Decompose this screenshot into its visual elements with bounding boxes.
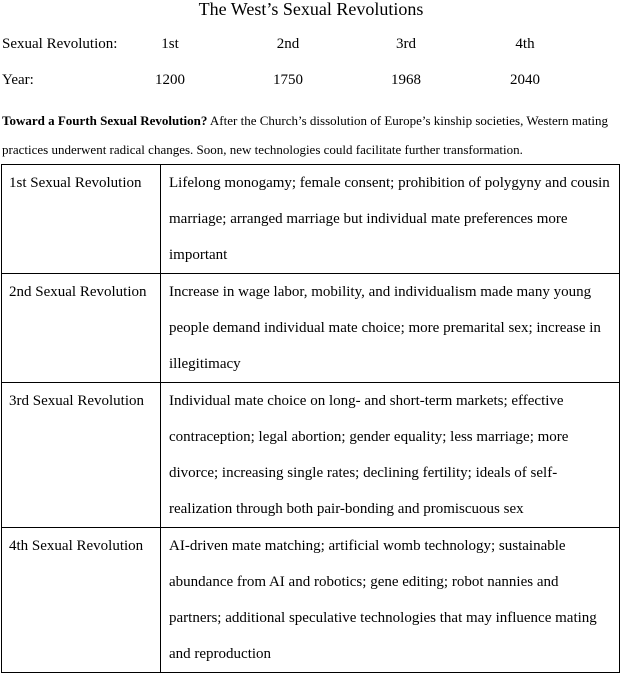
revolution-ordinal: 4th — [515, 36, 535, 52]
revolution-name-cell: 1st Sexual Revolution — [2, 165, 161, 274]
revolution-year: 2040 — [510, 72, 540, 88]
revolution-ordinal: 3rd — [396, 36, 416, 52]
revolution-ordinal: 2nd — [276, 36, 300, 52]
revolution-description-cell: Lifelong monogamy; female consent; prohibition of polygyny and cousin marriage; arranged marriage but individual mate preferences more important — [161, 165, 620, 274]
revolution-year: 1968 — [391, 72, 421, 88]
revolution-year: 1750 — [273, 72, 303, 88]
figure-caption — [2, 106, 622, 164]
caption-text: After the Church’s dissolution of Europe’s kinship societies, Western mating practices underwent radical changes. Soon, new technologies could facilitate further transformation. — [2, 113, 608, 157]
table-row — [2, 528, 620, 673]
revolution-description-cell: AI-driven mate matching; artificial womb technology; sustainable abundance from AI and robotics; gene editing; robot nannies and partners; additional speculative technologies that may influence mating and reproduction — [161, 528, 620, 673]
page-title: The West’s Sexual Revolutions — [198, 0, 424, 19]
table-row — [2, 165, 620, 274]
year-row-label: Year: — [2, 72, 34, 88]
caption-heading: Toward a Fourth Sexual Revolution? — [2, 113, 208, 128]
revolution-row-label: Sexual Revolution: — [2, 36, 118, 52]
table-row — [2, 383, 620, 528]
revolution-description-cell: Increase in wage labor, mobility, and individualism made many young people demand individual mate choice; more premarital sex; increase in illegitimacy — [161, 274, 620, 383]
revolutions-table — [1, 164, 620, 673]
revolution-name-cell: 3rd Sexual Revolution — [2, 383, 161, 528]
revolution-year: 1200 — [155, 72, 185, 88]
year-timeline-row — [0, 71, 622, 89]
revolution-timeline-row — [0, 35, 622, 53]
revolution-description-cell: Individual mate choice on long- and short-term markets; effective contraception; legal abortion; gender equality; less marriage; more divorce; increasing single rates; declining fertility; ideals of self-realization through both pair-bonding and promiscuous sex — [161, 383, 620, 528]
revolution-name-cell: 2nd Sexual Revolution — [2, 274, 161, 383]
revolution-name-cell: 4th Sexual Revolution — [2, 528, 161, 673]
table-row — [2, 274, 620, 383]
revolution-ordinal: 1st — [161, 36, 179, 52]
